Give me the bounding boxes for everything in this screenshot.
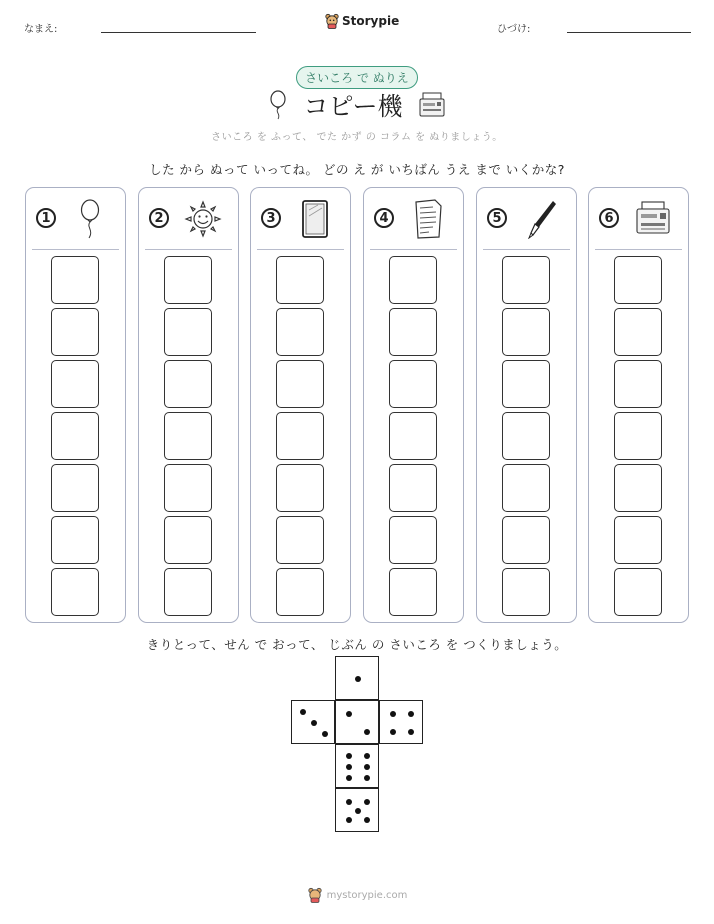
color-box[interactable] [614,360,662,408]
color-box[interactable] [389,308,437,356]
brand-logo [325,13,399,29]
color-box[interactable] [164,256,212,304]
activity-pill: さいころ で ぬりえ [296,66,418,89]
dice-pip [364,753,370,759]
footer-url: mystorypie.com [326,889,408,901]
column-divider [370,249,457,250]
instruction: した から ぬって いってね。 どの え が いちばん うえ まで いくかな? [149,162,565,177]
column-4 [363,187,464,623]
column-number: 3 [261,208,281,228]
color-box[interactable] [164,308,212,356]
dice-pip [346,764,352,770]
color-box[interactable] [502,568,550,616]
date-line[interactable] [567,32,691,33]
color-box[interactable] [164,464,212,512]
color-box[interactable] [389,412,437,460]
dice-pip [311,720,317,726]
color-box[interactable] [389,360,437,408]
color-box[interactable] [51,360,99,408]
color-box[interactable] [502,464,550,512]
dice-pip [355,808,361,814]
column-number: 4 [374,208,394,228]
fountain-pen-icon [525,199,557,239]
dice-pip [408,729,414,735]
name-line[interactable] [101,32,256,33]
dice-face-1 [335,656,379,700]
dice-pip [346,775,352,781]
color-box[interactable] [502,308,550,356]
subtitle: さいころ を ふって、 でた かず の コラム を ぬりましょう。 [211,132,503,143]
color-box[interactable] [614,308,662,356]
color-box[interactable] [502,256,550,304]
balloon-icon [267,90,289,120]
color-box[interactable] [389,464,437,512]
color-box[interactable] [51,464,99,512]
color-box[interactable] [276,308,324,356]
sun-icon [184,200,222,238]
footer [0,887,714,903]
column-6 [588,187,689,623]
color-box[interactable] [276,412,324,460]
dice-pip [300,709,306,715]
dice-pip [390,729,396,735]
column-number: 6 [599,208,619,228]
dice-pip [346,817,352,823]
dice-pip [364,764,370,770]
bear-icon [325,13,339,29]
column-3 [250,187,351,623]
color-box[interactable] [164,412,212,460]
dice-pip [355,676,361,682]
column-number: 5 [487,208,507,228]
column-divider [257,249,344,250]
color-box[interactable] [614,412,662,460]
color-box[interactable] [502,360,550,408]
color-box[interactable] [51,308,99,356]
copier-icon [634,200,672,238]
dice-face-5 [335,788,379,832]
column-5 [476,187,577,623]
column-divider [32,249,119,250]
dice-pip [364,817,370,823]
copier-icon [417,91,447,119]
color-box[interactable] [502,516,550,564]
tablet-icon [300,200,330,238]
dice-face-4 [379,700,423,744]
dice-face-3 [291,700,335,744]
pill-wrap [0,66,714,89]
color-box[interactable] [276,464,324,512]
column-number: 1 [36,208,56,228]
dice-pip [408,711,414,717]
color-box[interactable] [389,256,437,304]
color-box[interactable] [502,412,550,460]
page-title: コピー機 [303,92,403,121]
color-box[interactable] [51,256,99,304]
color-box[interactable] [614,464,662,512]
color-box[interactable] [614,568,662,616]
color-box[interactable] [276,256,324,304]
color-box[interactable] [164,516,212,564]
column-number: 2 [149,208,169,228]
brand-name: Storypie [342,14,400,28]
color-box[interactable] [164,360,212,408]
dice-pip [390,711,396,717]
document-icon [411,199,445,239]
cut-instruction: きりとって、せん で おって、 じぶん の さいころ を つくりましょう。 [146,637,568,652]
dice-face-6 [335,744,379,788]
dice-pip [364,799,370,805]
dice-pip [346,753,352,759]
column-divider [145,249,232,250]
color-box[interactable] [614,516,662,564]
column-divider [483,249,570,250]
dice-pip [346,799,352,805]
dice-face-2 [335,700,379,744]
color-box[interactable] [276,516,324,564]
bear-icon [307,887,323,903]
dice-pip [364,775,370,781]
color-box[interactable] [614,256,662,304]
color-box[interactable] [51,568,99,616]
color-box[interactable] [276,360,324,408]
dice-pip [322,731,328,737]
column-2 [138,187,239,623]
column-1 [25,187,126,623]
color-box[interactable] [51,516,99,564]
dice-pip [346,711,352,717]
name-label: なまえ: [24,24,58,35]
title-row [0,88,714,122]
color-box[interactable] [51,412,99,460]
column-divider [595,249,682,250]
color-box[interactable] [389,568,437,616]
color-box[interactable] [389,516,437,564]
balloon-icon [78,199,102,239]
color-box[interactable] [276,568,324,616]
date-label: ひづけ: [497,24,531,35]
dice-pip [364,729,370,735]
color-box[interactable] [164,568,212,616]
